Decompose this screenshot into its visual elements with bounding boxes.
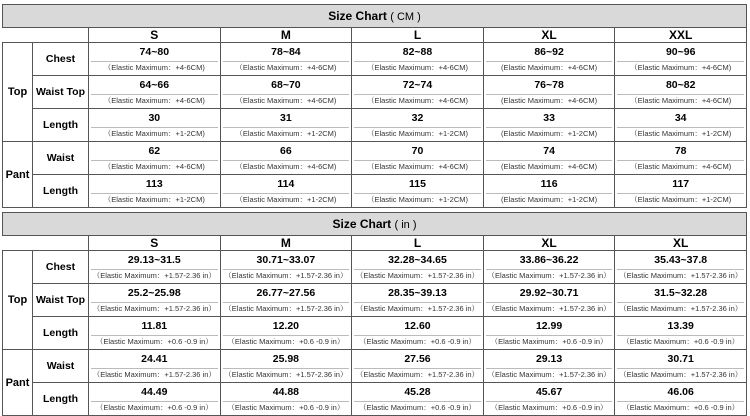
elastic-note: （Elastic Maximum：+1.57-2.36 in） — [224, 303, 348, 313]
size-cell — [615, 109, 747, 142]
elastic-note: （Elastic Maximum：+0.6 -0.9 in） — [354, 401, 481, 414]
measure-label: Waist Top — [33, 284, 89, 317]
size-value: 72~74 — [402, 78, 433, 91]
measure-label: Waist — [33, 350, 89, 383]
elastic-note: （Elastic Maximum：+0.6 -0.9 in） — [486, 401, 613, 414]
elastic-note: （Elastic Maximum：+4-6CM) — [617, 61, 744, 74]
size-cell — [615, 142, 747, 175]
size-value: 12.99 — [535, 319, 563, 332]
size-value: 115 — [409, 177, 426, 190]
size-value: 76~78 — [534, 78, 564, 91]
size-cell — [352, 251, 484, 284]
size-cell — [483, 43, 615, 76]
size-value: 70 — [411, 144, 424, 157]
elastic-note: （Elastic Maximum：+1.57-2.36 in） — [92, 369, 216, 379]
size-value: 90~96 — [665, 45, 696, 58]
measure-label: Chest — [33, 43, 89, 76]
size-value: 113 — [145, 177, 163, 190]
elastic-note: （Elastic Maximum：+1.57-2.36 in） — [619, 270, 743, 280]
elastic-note: （Elastic Maximum：+4-6CM) — [91, 94, 218, 107]
size-cell — [352, 317, 484, 350]
size-cell — [220, 317, 352, 350]
size-header: XL — [483, 28, 615, 43]
size-value: 28.35~39.13 — [388, 286, 447, 299]
size-value: 116 — [540, 177, 558, 190]
size-cell — [483, 76, 615, 109]
size-value: 29.13 — [535, 352, 563, 365]
elastic-note: （Elastic Maximum：+0.6 -0.9 in） — [617, 335, 744, 348]
elastic-note: （Elastic Maximum：+0.6 -0.9 in） — [354, 335, 481, 348]
size-value: 45.67 — [535, 385, 563, 398]
elastic-note: （Elastic Maximum：+1-2CM) — [617, 127, 744, 140]
size-header: XL — [615, 236, 747, 251]
size-cell — [615, 43, 747, 76]
elastic-note: （Elastic Maximum：+1-2CM) — [223, 193, 350, 206]
elastic-note: （Elastic Maximum：+1.57-2.36 in） — [619, 369, 743, 379]
size-value: 25.2~25.98 — [127, 286, 181, 299]
measure-label: Length — [33, 175, 89, 208]
size-value: 44.49 — [141, 385, 168, 398]
elastic-note: （Elastic Maximum：+4-6CM) — [354, 94, 481, 107]
size-value: 33 — [543, 111, 555, 124]
size-cell — [89, 317, 221, 350]
size-value: 74 — [543, 144, 555, 157]
elastic-note: （Elastic Maximum：+1.57-2.36 in） — [487, 369, 611, 379]
size-value: 62 — [148, 144, 161, 157]
size-cell — [220, 251, 352, 284]
size-cell — [352, 175, 484, 208]
elastic-note: （Elastic Maximum：+4-6CM) — [617, 160, 744, 173]
elastic-note: （Elastic Maximum：+1.57-2.36 in） — [619, 303, 743, 313]
size-value: 27.56 — [404, 352, 431, 365]
size-value: 64~66 — [139, 78, 170, 91]
elastic-note: （Elastic Maximum：+1.57-2.36 in） — [487, 270, 611, 280]
size-cell — [352, 109, 484, 142]
elastic-note: （Elastic Maximum：+1.57-2.36 in） — [487, 303, 611, 313]
size-cell — [352, 76, 484, 109]
elastic-note: （Elastic Maximum：+1-2CM) — [354, 193, 481, 206]
size-value: 29.13~31.5 — [127, 253, 181, 266]
size-cell — [352, 43, 484, 76]
size-value: 86~92 — [534, 45, 564, 58]
elastic-note: （Elastic Maximum：+0.6 -0.9 in） — [91, 335, 218, 348]
size-cell — [220, 109, 352, 142]
size-cell — [483, 317, 615, 350]
size-cell — [483, 175, 615, 208]
elastic-note: （Elastic Maximum：+1.57-2.36 in） — [355, 270, 480, 280]
size-header: M — [220, 236, 352, 251]
elastic-note: (Elastic Maximum：+1-2CM) — [486, 127, 613, 140]
size-table-in — [2, 212, 747, 416]
size-value: 26.77~27.56 — [256, 286, 316, 299]
size-value: 74~80 — [139, 45, 170, 58]
chart-unit: ( CM ) — [390, 11, 421, 23]
size-cell — [220, 383, 352, 416]
elastic-note: (Elastic Maximum：+1-2CM) — [486, 193, 613, 206]
size-value: 78 — [674, 144, 687, 157]
size-header: XXL — [615, 28, 747, 43]
size-header: M — [220, 28, 352, 43]
elastic-note: （Elastic Maximum：+1-2CM) — [617, 193, 744, 206]
size-cell — [220, 175, 352, 208]
size-cell — [220, 76, 352, 109]
size-value: 44.88 — [272, 385, 300, 398]
chart-title — [3, 213, 747, 236]
elastic-note: （Elastic Maximum：+1.57-2.36 in） — [224, 369, 348, 379]
chart-title — [3, 5, 747, 28]
size-cell — [89, 43, 221, 76]
elastic-note: （Elastic Maximum：+4-6CM) — [354, 160, 481, 173]
size-cell — [89, 175, 221, 208]
elastic-note: （Elastic Maximum：+1-2CM) — [91, 193, 218, 206]
elastic-note: （Elastic Maximum：+1.57-2.36 in） — [224, 270, 348, 280]
size-cell — [483, 284, 615, 317]
size-cell — [89, 142, 221, 175]
elastic-note: （Elastic Maximum：+0.6 -0.9 in） — [223, 335, 350, 348]
size-value: 33.86~36.22 — [519, 253, 579, 266]
measure-label: Chest — [33, 251, 89, 284]
group-label-pant: Pant — [3, 142, 33, 208]
size-value: 30.71 — [667, 352, 694, 365]
elastic-note: （Elastic Maximum：+0.6 -0.9 in） — [617, 401, 744, 414]
size-value: 45.28 — [404, 385, 431, 398]
elastic-note: （Elastic Maximum：+1-2CM) — [223, 127, 350, 140]
elastic-note: （Elastic Maximum：+4-6CM) — [91, 61, 218, 74]
size-value: 13.39 — [667, 319, 694, 332]
elastic-note: （Elastic Maximum：+4-6CM) — [617, 94, 744, 107]
elastic-note: (Elastic Maximum：+4-6CM) — [486, 94, 613, 107]
elastic-note: （Elastic Maximum：+1.57-2.36 in） — [355, 369, 480, 379]
group-label-pant: Pant — [3, 350, 33, 416]
elastic-note: （Elastic Maximum：+4-6CM) — [91, 160, 218, 173]
size-header: L — [352, 28, 484, 43]
size-cell — [615, 284, 747, 317]
size-value: 11.81 — [141, 319, 168, 332]
size-cell — [89, 109, 221, 142]
measure-label: Length — [33, 317, 89, 350]
size-value: 12.20 — [272, 319, 300, 332]
size-chart-in — [2, 212, 747, 416]
elastic-note: （Elastic Maximum：+0.6 -0.9 in） — [91, 401, 218, 414]
size-cell — [220, 142, 352, 175]
elastic-note: （Elastic Maximum：+4-6CM) — [354, 61, 481, 74]
measure-label: Length — [33, 383, 89, 416]
size-cell — [220, 350, 352, 383]
size-cell — [89, 284, 221, 317]
elastic-note: （Elastic Maximum：+4-6CM) — [223, 160, 350, 173]
elastic-note: （Elastic Maximum：+4-6CM) — [223, 94, 350, 107]
size-value: 66 — [280, 144, 292, 157]
size-value: 30 — [148, 111, 161, 124]
size-value: 114 — [277, 177, 295, 190]
size-cell — [220, 43, 352, 76]
size-cell — [615, 175, 747, 208]
size-value: 82~88 — [402, 45, 433, 58]
header-spacer — [3, 28, 89, 43]
size-table-cm — [2, 4, 747, 208]
size-cell — [615, 317, 747, 350]
size-cell — [483, 142, 615, 175]
elastic-note: （Elastic Maximum：+1.57-2.36 in） — [92, 270, 216, 280]
size-chart-cm — [2, 4, 747, 208]
size-value: 46.06 — [667, 385, 694, 398]
elastic-note: （Elastic Maximum：+0.6 -0.9 in） — [486, 335, 613, 348]
size-value: 30.71~33.07 — [256, 253, 316, 266]
size-cell — [352, 142, 484, 175]
size-cell — [615, 383, 747, 416]
size-value: 68~70 — [271, 78, 301, 91]
chart-unit: ( in ) — [394, 219, 417, 231]
size-cell — [615, 350, 747, 383]
size-cell — [615, 76, 747, 109]
size-value: 12.60 — [404, 319, 431, 332]
size-cell — [483, 383, 615, 416]
size-cell — [89, 383, 221, 416]
size-value: 117 — [672, 177, 690, 190]
size-header: L — [352, 236, 484, 251]
size-value: 25.98 — [272, 352, 300, 365]
measure-label: Waist — [33, 142, 89, 175]
elastic-note: （Elastic Maximum：+0.6 -0.9 in） — [223, 401, 350, 414]
elastic-note: （Elastic Maximum：+1-2CM) — [354, 127, 481, 140]
elastic-note: (Elastic Maximum：+4-6CM) — [486, 160, 613, 173]
size-cell — [89, 76, 221, 109]
size-value: 31.5~32.28 — [654, 286, 708, 299]
size-value: 34 — [674, 111, 687, 124]
size-cell — [483, 350, 615, 383]
size-cell — [352, 383, 484, 416]
measure-label: Length — [33, 109, 89, 142]
size-cell — [483, 251, 615, 284]
size-value: 80~82 — [665, 78, 696, 91]
elastic-note: （Elastic Maximum：+4-6CM) — [223, 61, 350, 74]
size-header: XL — [483, 236, 615, 251]
size-cell — [352, 284, 484, 317]
elastic-note: （Elastic Maximum：+1.57-2.36 in） — [355, 303, 480, 313]
size-cell — [89, 350, 221, 383]
size-value: 29.92~30.71 — [519, 286, 579, 299]
group-label-top: Top — [3, 251, 33, 350]
size-value: 24.41 — [141, 352, 168, 365]
size-cell — [615, 251, 747, 284]
size-value: 32.28~34.65 — [388, 253, 447, 266]
chart-title-text: Size Chart — [332, 217, 392, 231]
measure-label: Waist Top — [33, 76, 89, 109]
size-value: 32 — [411, 111, 424, 124]
group-label-top: Top — [3, 43, 33, 142]
size-header: S — [89, 28, 221, 43]
elastic-note: （Elastic Maximum：+1.57-2.36 in） — [92, 303, 216, 313]
size-cell — [220, 284, 352, 317]
chart-title-text: Size Chart — [328, 9, 387, 23]
header-spacer — [3, 236, 89, 251]
size-cell — [352, 350, 484, 383]
size-cell — [89, 251, 221, 284]
elastic-note: （Elastic Maximum：+1-2CM) — [91, 127, 218, 140]
size-value: 35.43~37.8 — [654, 253, 708, 266]
size-cell — [483, 109, 615, 142]
size-value: 78~84 — [271, 45, 301, 58]
elastic-note: (Elastic Maximum：+4-6CM) — [486, 61, 613, 74]
size-header: S — [89, 236, 221, 251]
size-value: 31 — [280, 111, 292, 124]
